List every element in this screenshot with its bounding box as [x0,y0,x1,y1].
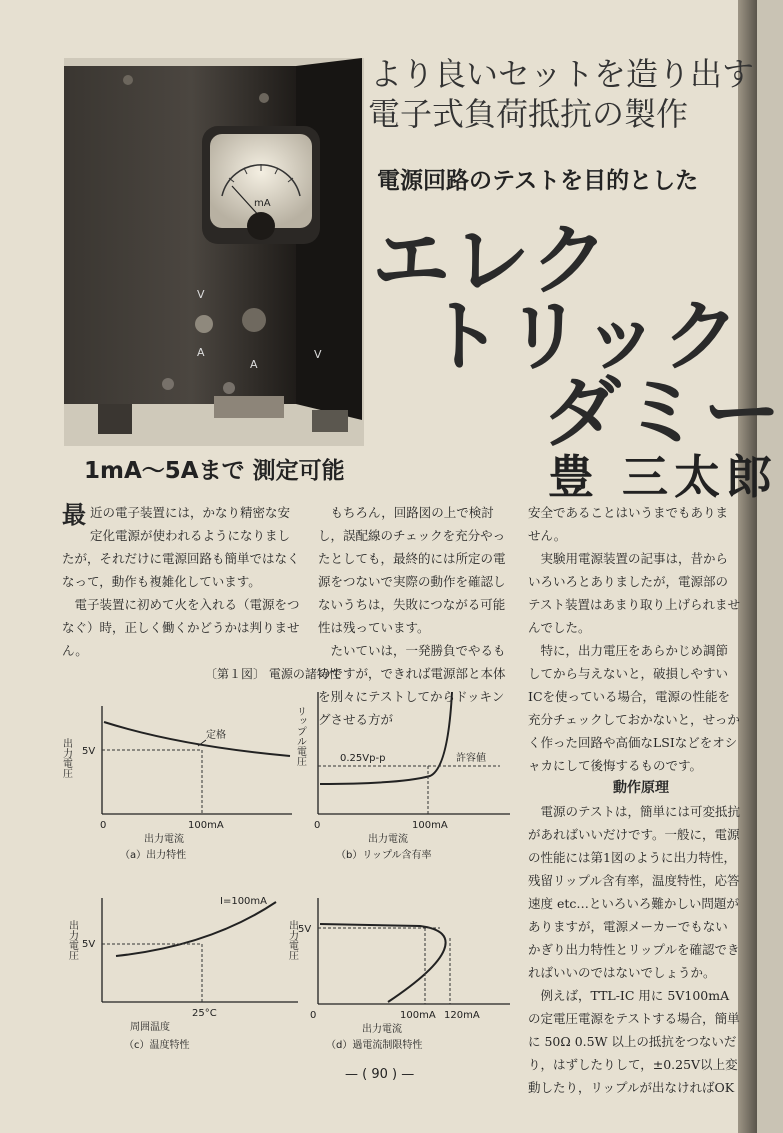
figure-title: 〔第１図〕 電源の諸特性 [205,667,341,681]
tick-label-0: 0 [100,820,107,831]
author-name: 豊 三太郎 [548,450,779,504]
axis-label-y: 出力電圧 [66,920,78,960]
subtitle-line-2: 電子式負荷抵抗の製作 [368,95,689,133]
name-plate [214,396,284,418]
paragraph-text: 近の電子装置には，かなり精密な安定化電源が使われるようになりましたが，それだけに電源回路も簡単ではなくなって，動作も複雑化しています。 [62,505,300,589]
switch-knob [195,315,213,333]
subtitle-line-3: 電源回路のテストを目的とした [377,168,699,194]
paragraph: 安全であることはいうまでもありません。 [528,505,729,543]
drop-cap: 最 [62,501,86,529]
analog-meter [202,126,320,244]
paragraph: もちろん，回路図の上で検討し，誤配線のチェックを充分やったとしても，最終的には所定の電源をつないで実際の動作を確認しないうちは，失敗につながる可能性は残っています。 [318,505,506,635]
caption-d: （d）過電流制限特性 [326,1040,423,1051]
subfigure-c [67,896,299,1051]
title-line-1: エレク [372,216,611,306]
panel-label-v-left: V [197,288,205,301]
paragraph: 実験用電源装置の記事は，昔からいろいろとありましたが，電源部のテスト装置はあまり取り上げられませんでした。 [528,551,741,635]
rated-label: 定格 [206,730,226,741]
tick-label-0: 0 [310,1010,317,1021]
axis-label-y: リップル電圧 [294,706,306,766]
subfigure-b [295,692,511,861]
paragraph: 電源のテストは，簡単には可変抵抗があればいいだけです。一般に，電源の性能には第1図のように出力特性，残留リップル含有率，温度特性，応答速度 etc…といろいろ難かしい問題がありますが，電源メーカーでもないかぎり出力特性とリップルを確認できればいいのではないでしょうか。 [528,804,741,980]
tolerance-label: 許容値 [456,753,486,764]
text-column-3 [528,501,740,1099]
panel-label-v-right: V [314,348,322,361]
tick-label-5v: 5V [298,924,312,935]
subtitle-line-1: より良いセットを造り出す [370,55,755,93]
figure-1-characteristics [60,688,520,1068]
panel-label-a-mid: A [250,358,258,371]
meter-unit-label: mA [254,198,271,209]
book-spine-shadow [738,0,757,1133]
axis-label-x: 出力電流 [144,834,184,845]
subfigure-a [61,706,293,861]
title-line-3: ダミー [543,368,783,458]
tick-label-120ma: 120mA [444,1010,480,1021]
caption-c: （c）温度特性 [124,1040,190,1051]
temperature-curve [116,902,276,956]
tick-label-100ma: 100mA [412,820,448,831]
output-curve [104,722,290,756]
axis-label-x: 出力電流 [368,834,408,845]
caption-b: （b）リップル含有率 [336,850,432,861]
panel-label-a-left: A [197,346,205,359]
terminal-left [162,378,174,390]
control-knob [242,308,266,332]
condition-label: I=100mA [220,896,267,907]
paragraph: 特に，出力電圧をあらかじめ調節してから与えないと，破損しやすいICを使っている場合，電源の性能を充分チェックしておかないと，せっかく作った回路や高価なLSIなどをオシャカにして後悔するものです。 [528,643,740,773]
axis-label-y: 出力電圧 [286,920,298,960]
tick-label-0: 0 [314,820,321,831]
section-heading: 動作原理 [613,780,669,796]
title-line-2: トリック [425,292,742,382]
subfigure-d [287,898,511,1051]
page-number: — ( 90 ) — [345,1067,415,1082]
paragraph: 電子装置に初めて火を入れる（電源をつなぐ）時，正しく働くかどうかは判りません。 [62,597,300,658]
tick-label-25c: 25°C [192,1008,217,1019]
axis-label-y: 出力電圧 [60,738,72,778]
device-photo [64,58,364,446]
terminal-mid [223,382,235,394]
ripple-curve [320,692,452,784]
paragraph [62,501,300,593]
tick-label-5v: 5V [82,939,96,950]
axis-label-x: 周囲温度 [130,1022,170,1033]
paragraph: 例えば，TTL-IC 用に 5V100mA の定電圧電源をテストする場合，簡単に 50Ω 0.5W 以上の抵抗をつないだり，はずしたりして，±0.25V以上変動したり，リップルが出なければOK [528,988,740,1095]
axis-label-x: 出力電流 [362,1024,402,1035]
text-column-1 [62,501,300,662]
tick-label-100ma: 100mA [188,820,224,831]
tick-label-100ma: 100mA [400,1010,436,1021]
tick-label-5v: 5V [82,746,96,757]
paragraph: たいていは，一発勝負でやるものですが，できれば電源部と本体を別々にテストしてからドッキングさせる方が [318,643,506,727]
caption-a: （a）出力特性 [120,850,187,861]
ripple-limit-label: 0.25Vp-p [340,753,386,764]
current-limit-curve [320,924,446,1002]
measurement-range: 1mA～5Aまで 測定可能 [84,458,345,484]
